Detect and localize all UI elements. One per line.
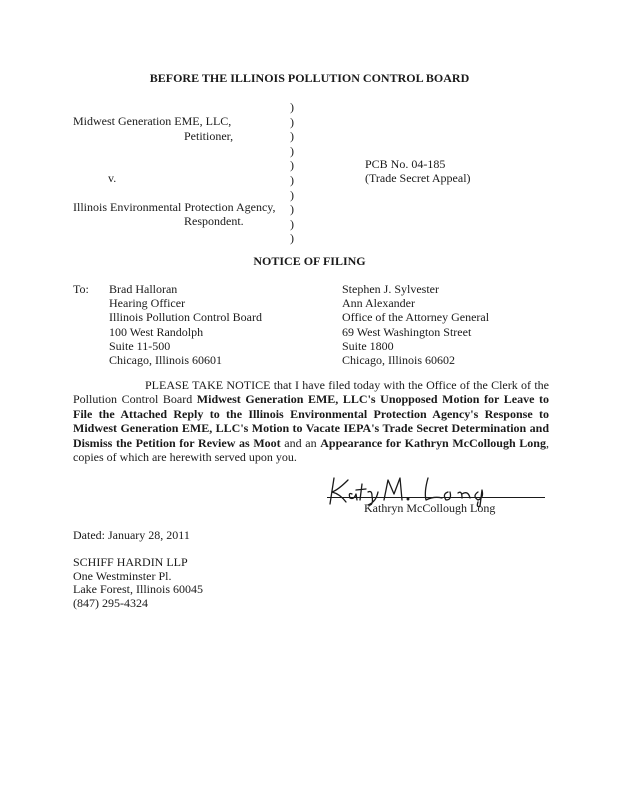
signature-line	[327, 497, 545, 498]
to-label: To:	[73, 282, 89, 296]
petitioner-name: Midwest Generation EME, LLC,	[73, 114, 232, 128]
firm-block	[73, 556, 203, 610]
recipient-line: Chicago, Illinois 60602	[342, 353, 455, 368]
caption-paren: )	[290, 158, 294, 173]
motion-title: Midwest Generation EME, LLC's Unopposed Motion for Leave to File the Attached Reply to the Illinois Environmental Protection Agency's Response to Midwest Generation EME, LLC's Motion to Vacate IEPA's Trade Secret Determination and Dismiss the Petition for Review as Moot	[73, 392, 549, 450]
appearance-title: Appearance for Kathryn McCollough Long	[320, 435, 546, 450]
caption-paren: )	[290, 129, 294, 144]
recipient-line: Chicago, Illinois 60601	[109, 353, 222, 368]
caption-paren: )	[290, 216, 294, 231]
caption-paren: )	[290, 202, 294, 217]
caption-paren: )	[290, 172, 294, 187]
body-text: , copies of which are herewith served upon you.	[73, 435, 549, 465]
recipient-line: Brad Halloran	[109, 282, 178, 296]
caption-paren: )	[290, 100, 294, 114]
respondent-name: Illinois Environmental Protection Agency,	[73, 200, 276, 214]
body-text: PLEASE TAKE NOTICE that I have filed today with the Office of the Clerk of the Pollution Control Board	[73, 378, 549, 407]
firm-name: SCHIFF HARDIN LLP	[73, 555, 188, 569]
recipient-left-block	[109, 282, 262, 367]
case-type: (Trade Secret Appeal)	[365, 171, 471, 185]
versus-label: v.	[108, 171, 117, 185]
recipient-line: Ann Alexander	[342, 296, 415, 311]
firm-address: Lake Forest, Illinois 60045	[73, 582, 203, 597]
recipient-line: Stephen J. Sylvester	[342, 282, 439, 296]
recipient-line: Office of the Attorney General	[342, 310, 490, 325]
signer-name: Kathryn McCollough Long	[364, 501, 496, 515]
caption-paren: )	[290, 143, 294, 158]
recipient-line: Illinois Pollution Control Board	[109, 310, 263, 325]
recipient-line: Suite 11-500	[109, 338, 171, 353]
case-number: PCB No. 04-185	[365, 157, 446, 171]
firm-phone: (847) 295-4324	[73, 595, 148, 610]
dated-line: Dated: January 28, 2011	[73, 528, 190, 542]
body-text: and an	[280, 435, 321, 450]
recipient-right-block	[342, 282, 489, 367]
firm-address: One Westminster Pl.	[73, 568, 172, 583]
recipient-line: 69 West Washington Street	[342, 324, 472, 339]
caption-paren: )	[290, 114, 294, 129]
caption-bracket	[290, 100, 300, 246]
recipient-line: Hearing Officer	[109, 296, 186, 311]
recipient-line: 100 West Randolph	[109, 324, 204, 339]
petitioner-role: Petitioner,	[184, 129, 234, 143]
board-title: BEFORE THE ILLINOIS POLLUTION CONTROL BOARD	[149, 71, 470, 85]
caption-paren: )	[290, 187, 294, 202]
notice-body	[73, 378, 549, 464]
recipient-line: Suite 1800	[342, 338, 394, 353]
caption-paren: )	[290, 231, 294, 246]
respondent-role: Respondent.	[184, 214, 244, 228]
notice-title: NOTICE OF FILING	[253, 254, 366, 268]
